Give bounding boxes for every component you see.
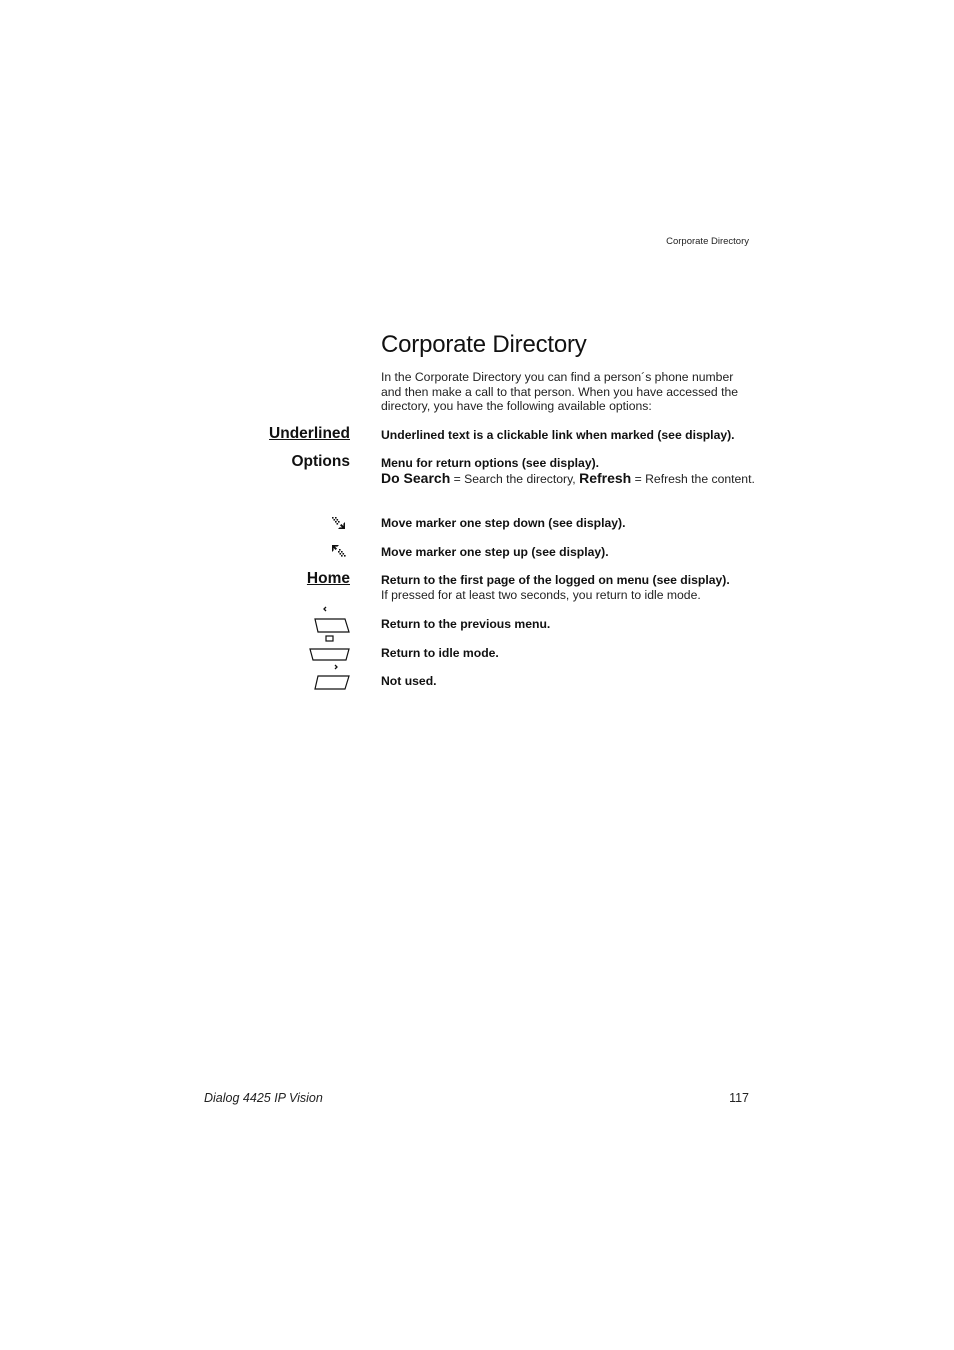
softkey-icons-group (308, 604, 352, 692)
underlined-label: Underlined (269, 425, 350, 442)
up-description: Move marker one step up (see display). (381, 545, 609, 559)
arrow-up-left-icon (331, 544, 347, 558)
refresh-term: Refresh (579, 469, 632, 486)
right-softkey-icon (315, 665, 349, 689)
down-description: Move marker one step down (see display). (381, 516, 626, 530)
home-description: Return to the first page of the logged on menu (see display). If pressed for at least two seconds, you return to idle mode. (381, 573, 730, 602)
do-search-term: Do Search (381, 469, 451, 486)
home-label: Home (306, 570, 350, 587)
running-header: Corporate Directory (666, 236, 749, 247)
notused-description: Not used. (381, 674, 437, 688)
back-description: Return to the previous menu. (381, 617, 551, 631)
underlined-description: Underlined text is a clickable link when marked (see display). (381, 428, 735, 442)
footer-product: Dialog 4425 IP Vision (204, 1091, 323, 1105)
middle-softkey-icon (310, 636, 349, 660)
page-title: Corporate Directory (381, 331, 587, 358)
options-label: Options (291, 453, 350, 470)
arrow-down-right-icon (331, 516, 347, 530)
options-description: Menu for return options (see display). Do Search = Search the directory, Refresh = Refresh the content. (381, 456, 755, 486)
idle-description: Return to idle mode. (381, 646, 499, 660)
page-number: 117 (729, 1091, 749, 1105)
left-softkey-icon (315, 607, 349, 632)
intro-paragraph: In the Corporate Directory you can find a person´s phone number and then make a call to that person. When you have accessed the directory, you have the following available options: (381, 370, 739, 414)
